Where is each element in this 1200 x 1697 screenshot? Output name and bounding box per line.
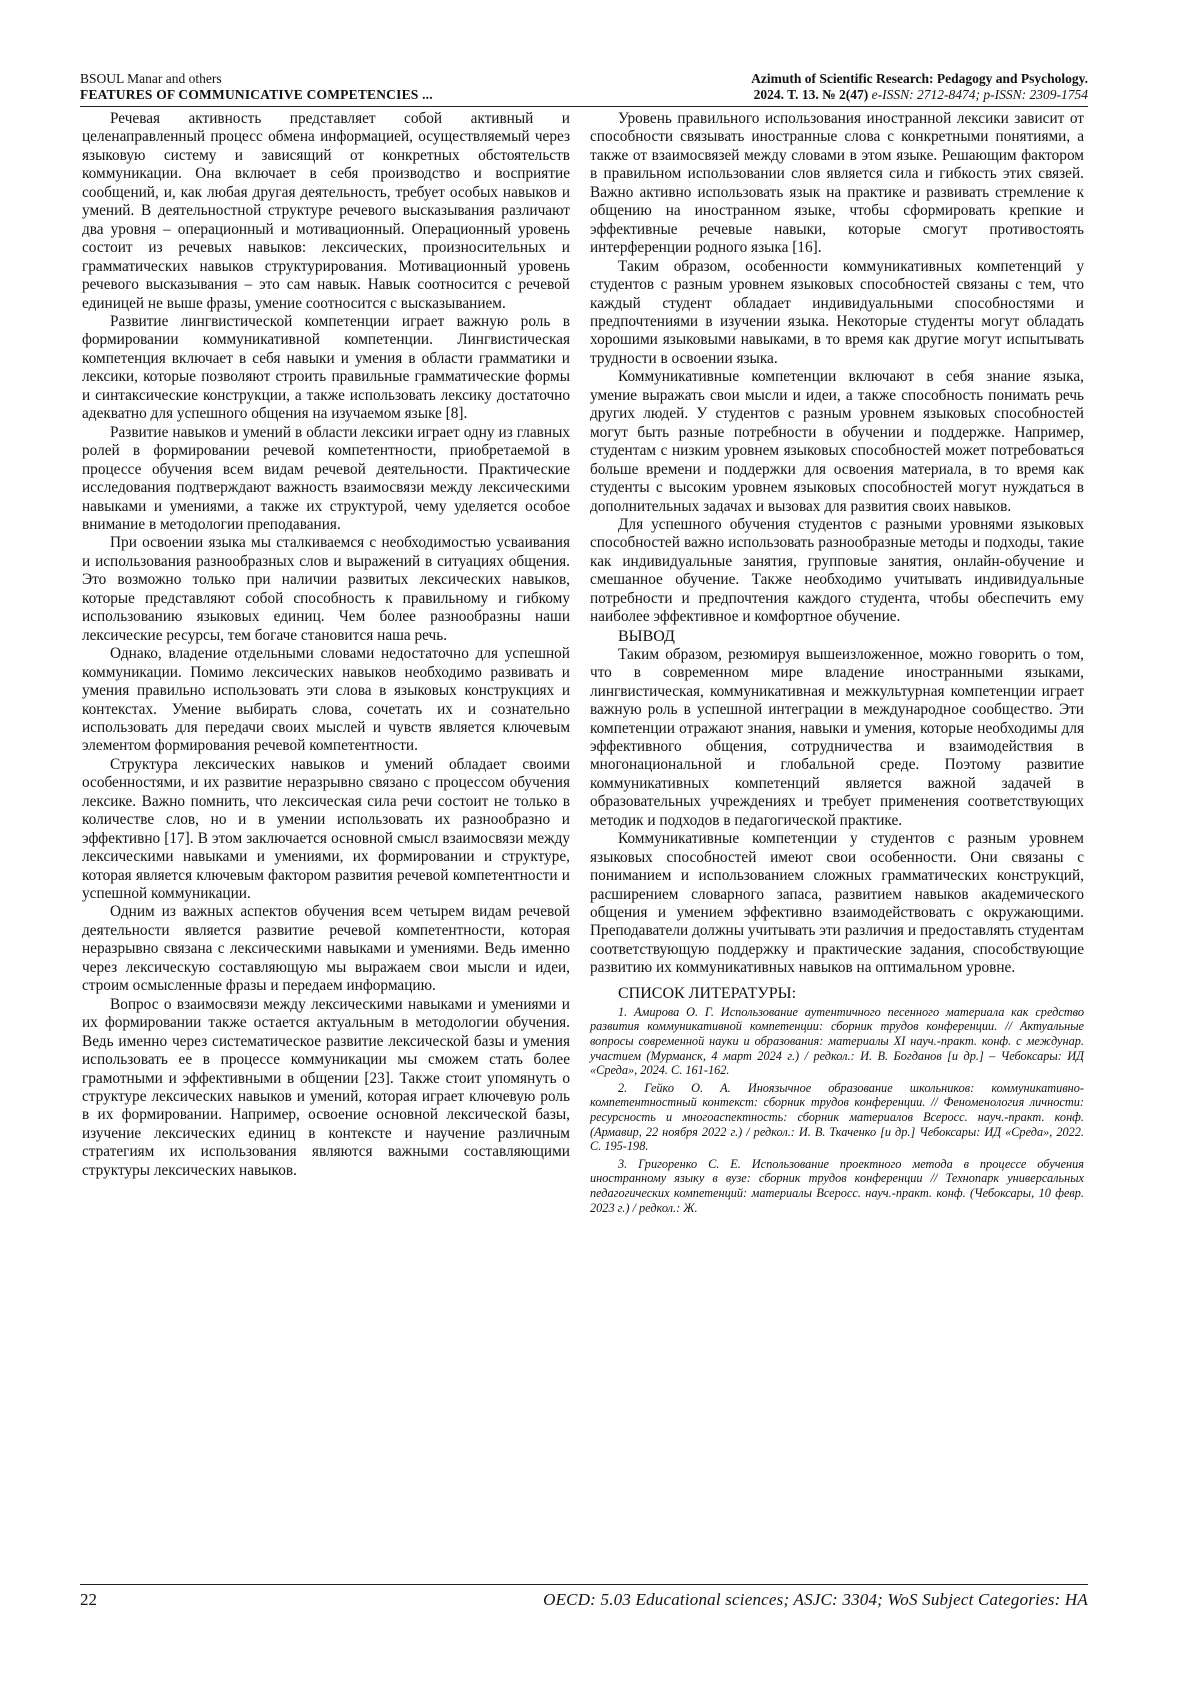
references-list xyxy=(590,1005,1084,1215)
right-column xyxy=(590,110,1084,1218)
body-paragraph: Речевая активность представляет собой активный и целенаправленный процесс обмена информацией, осуществляемый через языковую систему и зависящий от конкретных обстоятельств коммуникации. Она включает в себя производство и восприятие сообщений, и, как любая другая деятельность, требует особых навыков и умений. В деятельностной структуре речевого высказывания различают два уровня – операционный и мотивационный. Операционный уровень состоит из речевых навыков: лексических, произносительных и грамматических навыков структурирования. Мотивационный уровень речевого высказывания – это сам навык. Навык соотносится с речевой единицей не выше фразы, умение соотносится с высказыванием. xyxy=(82,110,570,312)
left-column xyxy=(82,110,570,1180)
body-paragraph: При освоении языка мы сталкиваемся с необходимостью усваивания и использования разнообразных слов и выражений в ситуациях общения. Это возможно только при наличии развитых лексических навыков, которые представляют собой способность к правильному и гибкому использованию языковых единиц. Чем более разнообразны наши лексические ресурсы, тем богаче становится наша речь. xyxy=(82,534,570,644)
references-heading: СПИСОК ЛИТЕРАТУРЫ: xyxy=(618,984,797,1002)
header-authors: BSOUL Manar and others xyxy=(80,71,222,86)
header-issn: e-ISSN: 2712-8474; p-ISSN: 2309-1754 xyxy=(871,87,1088,102)
conclusion-paragraph: Таким образом, резюмируя вышеизложенное, можно говорить о том, что в современном мире владение иностранными языками, лингвистическая, коммуникативная и межкультурная компетенции играет важную роль в успешной интеграции в международное сообщество. Эти компетенции отражают знания, навыки и умения, которые необходимы для эффективного общения, сотрудничества и взаимодействия в многонациональной и глобальной среде. Поэтому развитие коммуникативных компетенций является важной задачей в образовательных учреждениях и требует применения соответствующих методик и подходов в педагогической практике. xyxy=(590,645,1084,829)
body-paragraph: Развитие навыков и умений в области лексики играет одну из главных ролей в формировании речевой компетентности, приобретаемой в процессе обучения всем видам речевой деятельности. Практические исследования подтверждают важность взаимосвязи между лексическими навыками и умениями, а также их структурой, чему уделяется особое внимание в методологии преподавания. xyxy=(82,423,570,533)
conclusion-heading: ВЫВОД xyxy=(618,627,675,645)
reference-item: 1. Амирова О. Г. Использование аутентичного песенного материала как средство развития коммуникативной компетенции: сборник трудов конференции. // Актуальные вопросы современной науки и образования: материалы XI науч.-практ. конф. с междунар. участием (Мурманск, 4 март 2024 г.) / редкол.: И. В. Богданов [и др.] – Чебоксары: ИД «Среда», 2024. С. 161-162. xyxy=(590,1004,1084,1078)
body-paragraph: Уровень правильного использования иностранной лексики зависит от способности связывать иностранные слова с конкретными понятиями, а также от взаимосвязей между словами в этом языке. Решающим фактором в правильном использовании слов является сила и гибкость этих связей. Важно активно использовать язык на практике и развивать стремление к общению на иностранном языке, чтобы сформировать крепкие и эффективные речевые навыки, которые смогут противостоять интерференции родного языка [16]. xyxy=(590,110,1084,257)
footer-divider xyxy=(80,1584,1088,1585)
body-paragraph: Структура лексических навыков и умений обладает своими особенностями, и их развитие неразрывно связано с процессом обучения лексике. Важно помнить, что лексическая сила речи состоит не только в количестве слов, но и в умении использовать их разнообразно и эффективно [17]. В этом заключается основной смысл взаимосвязи между лексическими навыками и умениями, их формировании и структуре, которая является ключевым фактором развития речевой компетентности и успешной коммуникации. xyxy=(82,755,570,903)
body-paragraph: Однако, владение отдельными словами недостаточно для успешной коммуникации. Помимо лексических навыков необходимо развивать и умения правильно использовать эти слова в языковых конструкциях и контекстах. Умение выбирать слова, сочетать их и сознательно использовать для передачи своих мыслей и чувств является ключевым элементом формирования речевой компетентности. xyxy=(82,645,570,755)
body-paragraph: Развитие лингвистической компетенции играет важную роль в формировании коммуникативной компетенции. Лингвистическая компетенция включает в себя навыки и умения в области грамматики и лексики, которые позволяют строить правильные грамматические формы и синтаксические конструкции, а также использовать лексику достаточно адекватно для успешного общения на изучаемом языке [8]. xyxy=(82,312,570,423)
header-journal-name: Azimuth of Scientific Research: Pedagogy and Psychology. xyxy=(751,71,1088,86)
reference-item: 2. Гейко О. А. Иноязычное образование школьников: коммуникативно-компетентностный контекст: сборник трудов конференции. // Феноменология личности: ресурсность и многоаспектность: сборник материалов Всеросс. науч.-практ. конф. (Армавир, 22 ноября 2022 г.) / редкол.: И. В. Ткаченко [и др.] Чебоксары: ИД «Среда», 2022. С. 195-198. xyxy=(590,1080,1084,1154)
running-header-left xyxy=(80,71,600,103)
header-divider xyxy=(80,106,1088,107)
header-issue-line xyxy=(568,87,1088,103)
header-article-title: FEATURES OF COMMUNICATIVE COMPETENCIES ... xyxy=(80,87,433,102)
body-paragraph: Одним из важных аспектов обучения всем четырем видам речевой деятельности является развитие речевой компетентности, которая неразрывно связана с лексическими навыками и умениями. Ведь именно через лексическую составляющую мы выражаем свои мысли и идеи, строим осмысленные фразы и передаем информацию. xyxy=(82,903,570,995)
footer-classification: OECD: 5.03 Educational sciences; ASJC: 3304; WoS Subject Categories: HA xyxy=(543,1590,1088,1609)
conclusion-paragraph: Коммуникативные компетенции у студентов с разным уровнем языковых способностей имеют свои особенности. Они связаны с пониманием и использованием сложных грамматических конструкций, расширением словарного запаса, развитием навыков академического общения и умением эффективно взаимодействовать с окружающими. Преподаватели должны учитывать эти различия и предоставлять студентам соответствующую поддержку и практические задания, способствующие развитию их коммуникативных навыков на оптимальном уровне. xyxy=(590,830,1084,977)
running-header-right xyxy=(568,71,1088,103)
body-paragraph: Коммуникативные компетенции включают в себя знание языка, умение выражать свои мысли и идеи, а также способность понимать речь других людей. У студентов с разным уровнем языковых способностей могут быть разные потребности в обучении и поддержке. Например, студентам с низким уровнем языковых способностей может потребоваться больше времени и поддержки для освоения материала, в то время как студенты с высоким уровнем языковых способностей могут нуждаться в дополнительных задачах и вызовах для развития своих навыков. xyxy=(590,368,1084,515)
header-volume: 2024. T. 13. № 2(47) xyxy=(753,87,869,102)
body-paragraph: Вопрос о взаимосвязи между лексическими навыками и умениями и их формировании также остается актуальным в методологии обучения. Ведь именно через систематическое развитие лексической базы и умения использовать ее в процессе коммуникации мы сможем стать более грамотными и эффективными в общении [23]. Также стоит упомянуть о структуре лексических навыков и умений, которая играет ключевую роль в их формировании. Например, освоение основной лексической базы, изучение лексических единиц в контексте и научение различным стратегиям их использования являются важными составляющими структуры лексических навыков. xyxy=(82,995,570,1179)
body-paragraph: Таким образом, особенности коммуникативных компетенций у студентов с разным уровнем языковых способностей связаны с тем, что каждый студент обладает индивидуальными способностями и предпочтениями в изучении языка. Некоторые студенты могут обладать хорошими языковыми навыками, в то время как другие могут испытывать трудности в освоении языка. xyxy=(590,257,1084,367)
reference-item: 3. Григоренко С. Е. Использование проектного метода в процессе обучения иностранному языку в вузе: сборник трудов конференции // Технопарк универсальных педагогических компетенций: материалы Всеросс. науч.-практ. конф. (Чебоксары, 10 февр. 2023 г.) / редкол.: Ж. xyxy=(590,1156,1084,1215)
page-number: 22 xyxy=(80,1590,97,1609)
body-paragraph: Для успешного обучения студентов с разными уровнями языковых способностей важно использовать разнообразные методы и подходы, такие как индивидуальные занятия, групповые занятия, онлайн-обучение и смешанное обучение. Также необходимо учитывать индивидуальные потребности и предпочтения каждого студента, чтобы обеспечить ему наиболее эффективное и комфортное обучение. xyxy=(590,515,1084,626)
